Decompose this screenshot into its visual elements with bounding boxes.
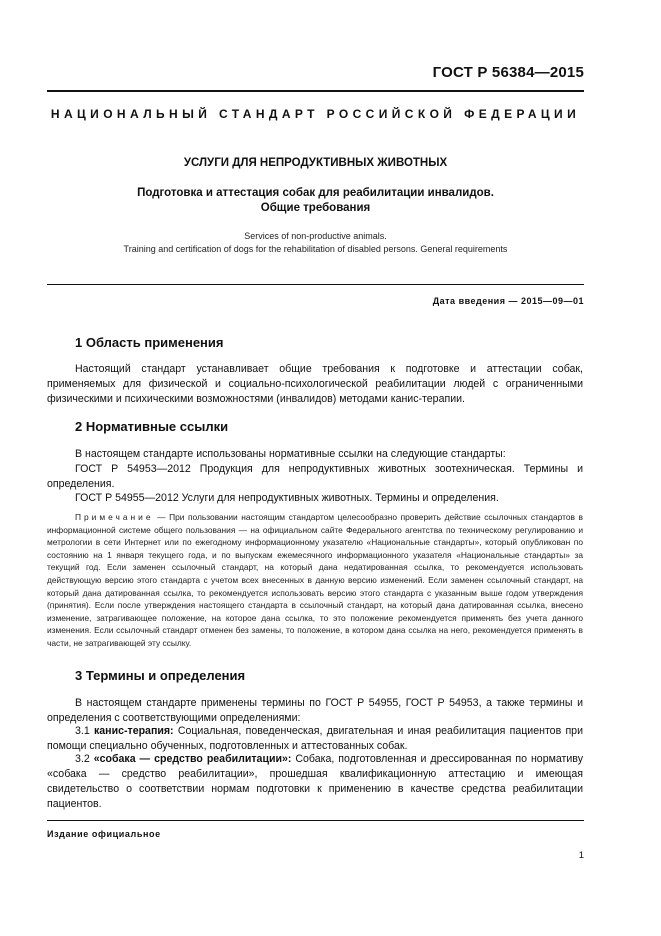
document-code: ГОСТ Р 56384—2015: [432, 64, 584, 81]
title-english: [47, 230, 584, 256]
term-3-2: [47, 752, 583, 812]
section-2-intro: [47, 447, 583, 462]
header-rule: [47, 90, 584, 92]
footer-rule: [47, 820, 584, 821]
title-main: УСЛУГИ ДЛЯ НЕПРОДУКТИВНЫХ ЖИВОТНЫХ: [183, 157, 448, 169]
edition-label: Издание официальное: [47, 829, 161, 839]
title-english-line-2: Training and certification of dogs for the rehabilitation of disabled persons. General requirements: [123, 244, 508, 254]
section-2-note: [47, 511, 583, 650]
term-3-2-number: 3.2: [75, 753, 90, 765]
reference-gost-54955-text: ГОСТ Р 54955—2012 Услуги для непродуктивных животных. Термины и определения.: [75, 492, 499, 504]
title-subtitle-line-2: Общие требования: [260, 202, 371, 214]
section-3-heading: 3 Термины и определения: [75, 668, 246, 683]
title-english-line-1: Services of non-productive animals.: [244, 231, 387, 241]
term-3-2-term: «собака — средство реабилитации»:: [93, 753, 292, 765]
term-3-1-definition: Социальная, поведенческая, двигательная и иная реабилитация пациентов при помощи специально обученных, подготовленных и аттестованных собак.: [47, 725, 583, 752]
section-1-heading: 1 Область применения: [75, 335, 224, 350]
section-3-intro-text: В настоящем стандарте применены термины по ГОСТ Р 54955, ГОСТ Р 54953, а также термины и определения с соответствующими определениями:: [47, 697, 583, 724]
reference-gost-54953-text: ГОСТ Р 54953—2012 Продукция для непродуктивных животных зоотехническая. Термины и определения.: [47, 463, 583, 490]
title-subtitle-line-1: Подготовка и аттестация собак для реабилитации инвалидов.: [137, 187, 494, 199]
term-3-1: [47, 724, 583, 754]
page-number: 1: [578, 850, 584, 861]
term-3-1-term: канис-терапия:: [93, 725, 174, 737]
section-1-paragraph: [47, 362, 583, 407]
note-label: Примечание: [75, 512, 154, 522]
reference-gost-54955: [47, 491, 583, 506]
introduction-date: Дата введения — 2015—09—01: [432, 296, 584, 306]
term-3-2-definition: Собака, подготовленная и дрессированная по нормативу «собака — средство реабилитации», прошедшая квалификационную аттестацию и имеющая свидетельство о соответствии нормам подготовки к применению в качестве средства реабилитации пациентов.: [47, 753, 583, 810]
note-text: — При пользовании настоящим стандартом целесообразно проверить действие ссылочных стандартов в информационной системе общего пользования — на официальном сайте Федерального агентства по техническому регулированию и метрологии в сети Интернет или по ежегодному информационному указателю «Национальные стандарты», который опубликован по состоянию на 1 января текущего года, и по выпускам ежемесячного информационного указателя «Национальные стандарты» за текущий год. Если заменен ссылочный стандарт, на который дана недатированная ссылка, то рекомендуется использовать действующую версию этого стандарта с учетом всех внесенных в данную версию изменений. Если заменен ссылочный стандарт, на который дана датированная ссылка, то рекомендуется использовать версию этого стандарта с указанным выше годом утверждения (принятия). Если после утверждения настоящего стандарта в ссылочный стандарт, на который дана датированная ссылка, внесено изменение, затрагивающее положение, на которое дана ссылка, то это положение рекомендуется применять без учета данного изменения. Если ссылочный стандарт отменен без замены, то положение, в котором дана ссылка на него, рекомендуется применять в части, не затрагивающей эту ссылку.: [47, 512, 583, 648]
section-1-paragraph-text: Настоящий стандарт устанавливает общие требования к подготовке и аттестации собак, применяемых для физической и социально-психологической реабилитации людей с ограниченными физическими и психическими возможностями (инвалидов) методами канис-терапии.: [47, 363, 583, 405]
section-2-heading: 2 Нормативные ссылки: [75, 419, 229, 434]
national-standard-banner: НАЦИОНАЛЬНЫЙ СТАНДАРТ РОССИЙСКОЙ ФЕДЕРАЦИИ: [50, 107, 581, 121]
title-rule: [47, 284, 584, 285]
section-3-intro: [47, 696, 583, 726]
section-2-intro-text: В настоящем стандарте использованы нормативные ссылки на следующие стандарты:: [75, 448, 506, 460]
title-subtitle: [47, 186, 584, 216]
reference-gost-54953: [47, 462, 583, 492]
term-3-1-number: 3.1: [75, 725, 90, 737]
